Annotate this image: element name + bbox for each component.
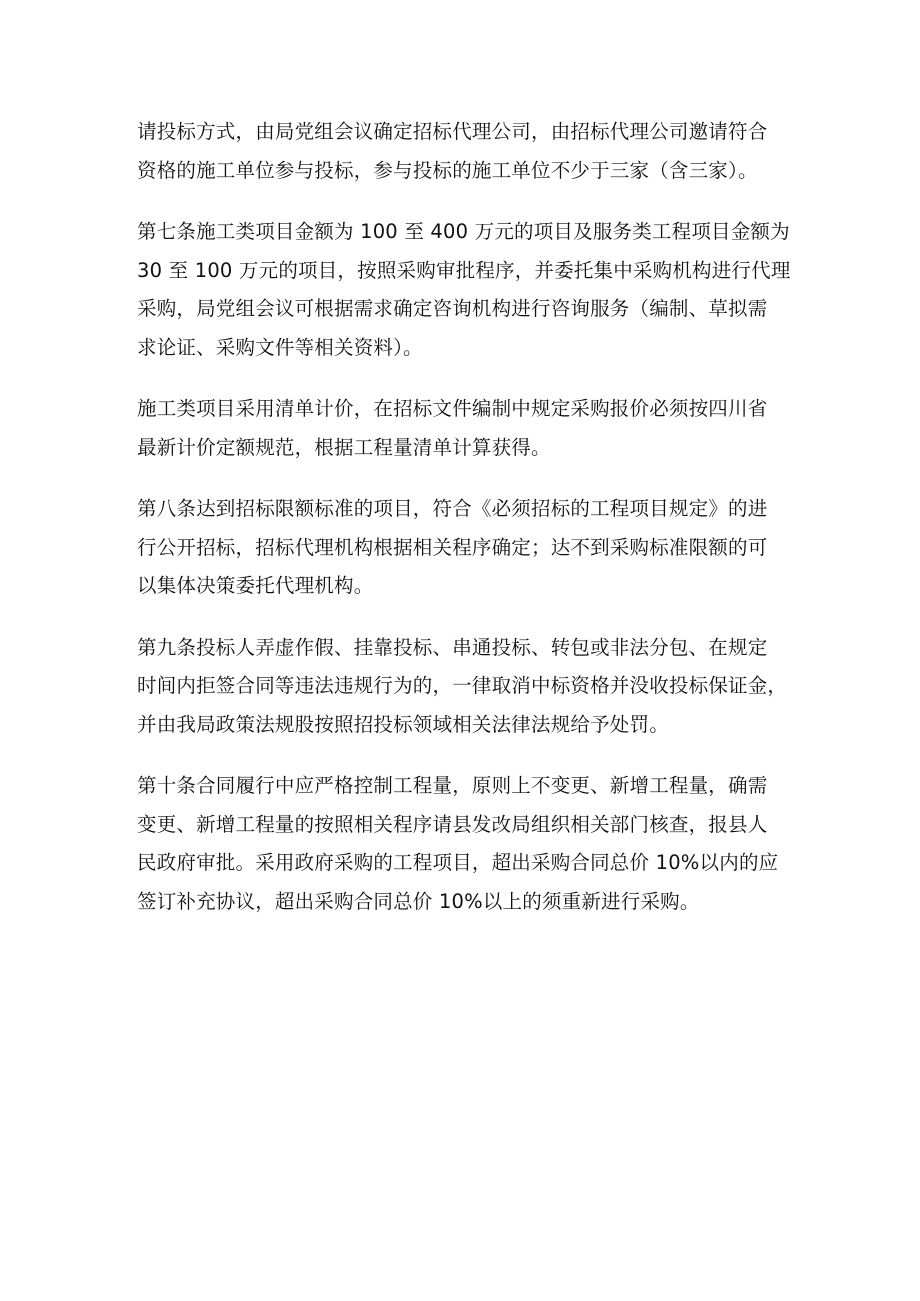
text-line: 第七条施工类项目金额为 100 至 400 万元的项目及服务类工程项目金额为 — [137, 220, 790, 243]
paragraph-article-8 — [137, 490, 797, 606]
text-line: 30 至 100 万元的项目，按照采购审批程序，并委托集中采购机构进行代理 — [137, 258, 791, 282]
document-body — [137, 113, 797, 944]
text-line: 时间内拒签合同等违法违规行为的，一律取消中标资格并没收投标保证金， — [137, 674, 788, 697]
text-line: 最新计价定额规范，根据工程量清单计算获得。 — [137, 435, 551, 459]
text-line: 请投标方式，由局党组会议确定招标代理公司，由招标代理公司邀请符合 — [137, 120, 768, 143]
paragraph-article-7 — [137, 213, 797, 367]
text-line: 施工类项目采用清单计价，在招标文件编制中规定采购报价必须按四川省 — [137, 397, 768, 420]
paragraph-article-10 — [137, 767, 797, 921]
text-line: 以集体决策委托代理机构。 — [137, 574, 374, 597]
text-line: 签订补充协议，超出采购合同总价 10%以上的须重新进行采购。 — [137, 889, 700, 913]
paragraph-bidding-method — [137, 113, 797, 190]
paragraph-bill-pricing — [137, 390, 797, 467]
text-line: 民政府审批。采用政府采购的工程项目，超出采购合同总价 10%以内的应 — [137, 851, 779, 874]
text-line: 资格的施工单位参与投标，参与投标的施工单位不少于三家（含三家）。 — [137, 158, 758, 182]
text-line: 采购，局党组会议可根据需求确定咨询机构进行咨询服务（编制、草拟需 — [137, 297, 768, 320]
text-line: 并由我局政策法规股按照招投标领域相关法律法规给予处罚。 — [137, 712, 669, 736]
text-line: 第八条达到招标限额标准的项目，符合《必须招标的工程项目规定》的进 — [137, 497, 768, 520]
text-line: 行公开招标，招标代理机构根据相关程序确定；达不到采购标准限额的可 — [137, 535, 768, 559]
paragraph-article-9 — [137, 629, 797, 745]
text-line: 求论证、采购文件等相关资料）。 — [137, 335, 423, 359]
text-line: 第十条合同履行中应严格控制工程量，原则上不变更、新增工程量，确需 — [137, 774, 768, 797]
text-line: 第九条投标人弄虚作假、挂靠投标、串通投标、转包或非法分包、在规定 — [137, 635, 768, 659]
text-line: 变更、新增工程量的按照相关程序请县发改局组织相关部门核查，报县人 — [137, 812, 768, 836]
